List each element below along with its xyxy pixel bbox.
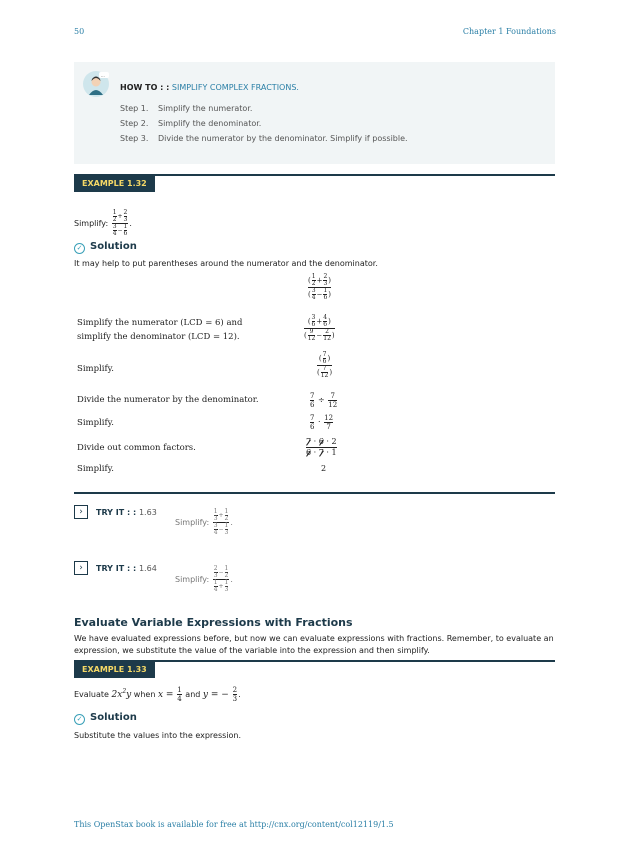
person-reading-icon (82, 70, 110, 98)
step-number: Step 1. (120, 104, 149, 113)
svg-text:...: ... (101, 73, 105, 78)
step-explanation: Divide out common factors. (77, 443, 196, 453)
step-explanation: Divide the numerator by the denominator. (77, 395, 259, 405)
x-value: x = $\frac{1}{4}$ (157, 686, 182, 703)
try-it-question: Simplify: $\frac{2}{3}$ − $\frac{1}{2}$ $\frac{1}{4}$ + $\frac{1}{3}$ . (175, 565, 233, 593)
solution-heading (74, 241, 137, 254)
step-explanation: Simplify. (77, 464, 115, 474)
math-step (307, 274, 332, 301)
math-fraction: $\frac{7}{6}$ (310, 414, 315, 431)
prompt-text: Simplify: (74, 219, 109, 228)
try-it-1-63 (74, 505, 157, 519)
chevron-right-icon[interactable]: › (74, 505, 88, 519)
try-it-1-64 (74, 561, 157, 575)
math-step (316, 352, 333, 379)
step-text: Simplify the numerator. (158, 104, 253, 113)
example-end-divider (74, 492, 555, 494)
step-explanation: Simplify. (77, 418, 115, 428)
complex-fraction: $\frac{2}{3}$ − $\frac{1}{2}$ $\frac{1}{4}$ + $\frac{1}{3}$ (213, 565, 229, 593)
example-prompt: Evaluate $2x^2y$ when x = $\frac{1}{4}$ and y = − $\frac{2}{3}$ . (74, 686, 241, 703)
complex-fraction: $\frac{1}{3}$ + $\frac{1}{2}$ $\frac{3}{4}$ − $\frac{1}{3}$ (213, 508, 229, 536)
solution-intro: It may help to put parentheses around the numerator and the denominator. (74, 259, 378, 268)
math-step: $\frac{7}{6}$ ÷ $\frac{7}{12}$ (310, 392, 338, 409)
solution-heading (74, 712, 137, 725)
howto-label: HOW TO : : (120, 83, 170, 92)
math-fraction: $\frac{12}{7}$ (324, 414, 334, 431)
try-it-title: TRY IT : : (96, 507, 137, 517)
try-it-number: 1.64 (138, 563, 157, 573)
howto-title (120, 83, 299, 92)
check-circle-icon: ✓ (74, 243, 85, 254)
step-number: Step 2. (120, 119, 149, 128)
y-value: y = − $\frac{2}{3}$ (202, 686, 238, 703)
step-explanation: Simplify. (77, 364, 115, 374)
try-it-question: Simplify: $\frac{1}{3}$ + $\frac{1}{2}$ $\frac{3}{4}$ − $\frac{1}{3}$ . (175, 508, 233, 536)
solution-title: Solution (90, 241, 137, 252)
page-number: 50 (74, 27, 85, 36)
try-it-number: 1.63 (138, 507, 157, 517)
math-step (303, 315, 336, 342)
step-explanation: simplify the denominator (LCD = 12). (77, 332, 240, 342)
expression: $2x^2y$ (111, 688, 132, 700)
solution-title: Solution (90, 712, 137, 723)
try-it-label (96, 564, 157, 573)
chapter-title: Chapter 1 Foundations (462, 27, 556, 36)
howto-step (120, 134, 408, 143)
final-answer: 2 (321, 464, 327, 473)
section-heading: Evaluate Variable Expressions with Fractions (74, 616, 353, 629)
howto-heading: SIMPLIFY COMPLEX FRACTIONS. (171, 83, 299, 92)
when-word: when (133, 690, 156, 699)
solution-text: Substitute the values into the expression. (74, 731, 242, 740)
evaluate-word: Evaluate (74, 690, 109, 699)
try-prompt: Simplify: (175, 575, 210, 584)
math-fraction: $\frac{7}{6}$ (310, 392, 315, 409)
step-text: Simplify the denominator. (158, 119, 262, 128)
howto-box (74, 62, 555, 164)
example-prompt: Simplify: $\frac{1}{2}$ + $\frac{2}{3}$ $\frac{3}{4}$ − $\frac{1}{6}$ . (74, 209, 132, 237)
howto-step (120, 104, 252, 113)
math-step: $\frac{7}{6}$ · $\frac{12}{7}$ (310, 414, 334, 431)
step-number: Step 3. (120, 134, 149, 143)
check-circle-icon: ✓ (74, 714, 85, 725)
math-fraction: ( $\frac{7}{6}$ ) ( $\frac{7}{12}$ ) (317, 351, 333, 379)
section-paragraph: We have evaluated expressions before, but now we can evaluate expressions with fractions. Remember, to evaluate an expression, we substitute the value of the variable into the expression and then simplify. (74, 634, 554, 655)
example-label: EXAMPLE 1.33 (74, 662, 155, 678)
try-it-title: TRY IT : : (96, 563, 137, 573)
complex-fraction: $\frac{1}{2}$ + $\frac{2}{3}$ $\frac{3}{4}$ − $\frac{1}{6}$ (112, 209, 128, 237)
math-fraction: ( $\frac{3}{6}$ + $\frac{4}{6}$ ) ( $\frac{9}{12}$ − $\frac{2}{12}$ ) (304, 314, 335, 342)
howto-step (120, 119, 261, 128)
step-text: Divide the numerator by the denominator. Simplify if possible. (158, 134, 408, 143)
example-label: EXAMPLE 1.32 (74, 176, 155, 192)
footer-link[interactable]: This OpenStax book is available for free at http://cnx.org/content/col12119/1.5 (74, 820, 394, 829)
and-word: and (185, 690, 201, 699)
math-fraction: $\frac{7 \cdot 6 \cdot 2}{6 \cdot 7 \cdot 1}$ (306, 437, 337, 457)
try-it-label (96, 508, 157, 517)
chevron-right-icon[interactable]: › (74, 561, 88, 575)
math-step (305, 437, 338, 458)
math-fraction: $\frac{7}{12}$ (328, 392, 338, 409)
math-fraction: ( $\frac{1}{2}$ + $\frac{2}{3}$ ) ( $\frac{3}{4}$ − $\frac{1}{6}$ ) (308, 273, 331, 301)
try-prompt: Simplify: (175, 518, 210, 527)
step-explanation: Simplify the numerator (LCD = 6) and (77, 318, 243, 328)
